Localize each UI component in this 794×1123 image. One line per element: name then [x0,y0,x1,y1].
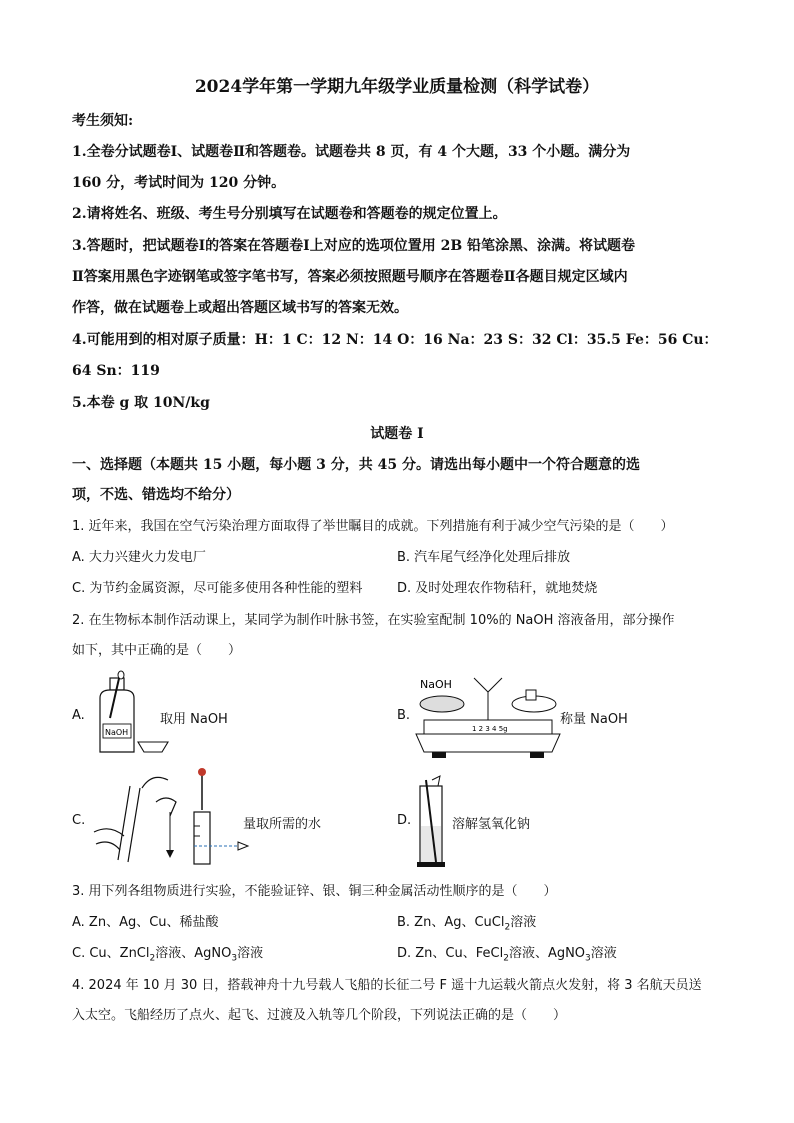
notice-item-4-cont: 64 Sn：119 [72,363,160,379]
notice-item-4: 4.可能用到的相对原子质量：H：1 C：12 N：14 O：16 Na：23 S：32 Cl：35.5 Fe：56 Cu： [72,332,718,348]
measuring-cylinder-figure [90,766,260,870]
notice-heading: 考生须知: [72,113,134,129]
q1-option-a: A. 大力兴建火力发电厂 [72,550,206,565]
q3-option-d: D. Zn、Cu、FeCl$_2$溶液、AgNO$_3$溶液 [397,946,617,964]
notice-item-2: 2.请将姓名、班级、考生号分别填写在试题卷和答题卷的规定位置上。 [72,206,507,222]
q3-stem: 3. 用下列各组物质进行实验，不能验证锌、银、铜三种金属活动性顺序的是（ ） [72,884,557,899]
part1-heading-cont: 项，不选、错选均不给分） [72,487,240,503]
q2-option-a-caption: 取用 NaOH [160,712,228,727]
q2-stem-cont: 如下，其中正确的是（ ） [72,643,242,658]
notice-item-3: 3.答题时，把试题卷Ⅰ的答案在答题卷Ⅰ上对应的选项位置用 2B 铅笔涂黑、涂满。将试题卷 [72,238,636,254]
svg-text:1 2 3 4 5g: 1 2 3 4 5g [472,725,508,733]
q2-option-b-letter: B. [397,708,411,723]
q2-option-a-letter: A. [72,708,85,723]
section-title: 试题卷 I [370,426,424,442]
q1-option-d: D. 及时处理农作物秸秆，就地焚烧 [397,581,598,596]
q4-stem-cont: 入太空。飞船经历了点火、起飞、过渡及入轨等几个阶段，下列说法正确的是（ ） [72,1008,567,1023]
q2-option-d-letter: D. [397,813,412,828]
q2-stem: 2. 在生物标本制作活动课上，某同学为制作叶脉书签，在实验室配制 10%的 NaOH 溶液备用，部分操作 [72,613,675,628]
notice-item-3-cont2: 作答，做在试题卷上或超出答题区域书写的答案无效。 [72,300,408,316]
balance-figure [412,668,562,760]
q3-option-a: A. Zn、Ag、Cu、稀盐酸 [72,915,219,930]
q1-stem: 1. 近年来，我国在空气污染治理方面取得了举世瞩目的成就。下列措施有利于减少空气污染的是（ ） [72,519,674,534]
page-title: 2024学年第一学期九年级学业质量检测（科学试卷） [194,77,600,97]
bottle-label: NaOH [105,728,129,737]
q4-stem: 4. 2024 年 10 月 30 日，搭载神舟十九号载人飞船的长征二号 F 遥十九运载火箭点火发射，将 3 名航天员送 [72,978,702,993]
q2-option-b-caption: 称量 NaOH [560,712,628,727]
reagent-bottle-figure [90,672,170,762]
notice-item-1-cont: 160 分，考试时间为 120 分钟。 [72,175,286,191]
q2-option-d-caption: 溶解氢氧化钠 [452,817,531,832]
q1-option-c: C. 为节约金属资源，尽可能多使用各种性能的塑料 [72,581,363,596]
notice-item-1: 1.全卷分试题卷Ⅰ、试题卷Ⅱ和答题卷。试题卷共 8 页，有 4 个大题，33 个小题。满分为 [72,144,631,160]
q2-option-c-letter: C. [72,813,86,828]
q3-option-b: B. Zn、Ag、CuCl$_2$溶液 [397,915,537,933]
q1-option-b: B. 汽车尾气经净化处理后排放 [397,550,571,565]
q2-option-c-caption: 量取所需的水 [243,817,322,832]
notice-item-5: 5.本卷 g 取 10N/kg [72,395,210,411]
q3-option-c: C. Cu、ZnCl$_2$溶液、AgNO$_3$溶液 [72,946,264,964]
pan-label: NaOH [420,678,452,691]
dissolving-figure [414,776,454,868]
notice-item-3-cont: Ⅱ答案用黑色字迹钢笔或签字笔书写，答案必须按照题号顺序在答题卷Ⅱ各题目规定区域内 [72,269,628,285]
part1-heading: 一、选择题（本题共 15 小题，每小题 3 分，共 45 分。请选出每小题中一个符合题意的选 [72,457,640,473]
